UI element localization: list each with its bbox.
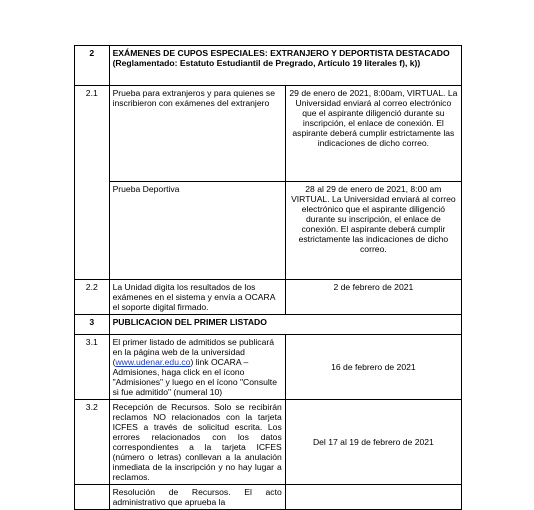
row-number: 3.1 bbox=[75, 335, 110, 400]
row-date: Del 17 al 19 de febrero de 2021 bbox=[285, 400, 461, 485]
section-row bbox=[75, 315, 462, 335]
row-number: 2.2 bbox=[75, 280, 110, 315]
row-date: 29 de enero de 2021, 8:00am, VIRTUAL. La Universidad enviará al correo electrónico que el aspirante diligenció durante su inscripción, el enlace de conexión. El aspirante deberá cumplir estrictamente las indicaciones de dicho correo. bbox=[285, 86, 461, 182]
row-date bbox=[285, 485, 461, 510]
row-date: 28 al 29 de enero de 2021, 8:00 am VIRTUAL. La Universidad enviará al correo electrónico que el aspirante diligenció durante su inscripción, el enlace de conexión. El aspirante deberá cumplir estrictamente las indicaciones de dicho correo. bbox=[285, 182, 461, 280]
row-description: Resolución de Recursos. El acto administrativo que aprueba la bbox=[109, 485, 285, 510]
schedule-table bbox=[74, 45, 462, 510]
row-description bbox=[109, 335, 285, 400]
row-description: Prueba para extranjeros y para quienes se inscribieron con exámenes del extranjero bbox=[109, 86, 285, 182]
section-row bbox=[75, 46, 462, 86]
row-number: 2.1 bbox=[75, 86, 110, 280]
row-description: Prueba Deportiva bbox=[109, 182, 285, 280]
row-description-text: El primer listado de admitidos se publicará en la página web de la universidad ( bbox=[112, 337, 275, 367]
website-link[interactable]: www.udenar.edu.co bbox=[115, 357, 191, 367]
table-row bbox=[75, 485, 462, 510]
row-date: 2 de febrero de 2021 bbox=[285, 280, 461, 315]
table-row bbox=[75, 280, 462, 315]
row-description-text: ) link OCARA – Admisiones, haga click en el ícono "Admisiones" y luego en el ícono "Consulte si fue admitido" (numeral 10) bbox=[112, 357, 277, 397]
table-row bbox=[75, 335, 462, 400]
section-title: EXÁMENES DE CUPOS ESPECIALES: EXTRANJERO Y DEPORTISTA DESTACADO (Reglamentado: Estatuto Estudiantil de Pregrado, Artículo 19 literales f), k)) bbox=[109, 46, 461, 86]
row-description: Recepción de Recursos. Solo se recibirán reclamos NO relacionados con la tarjeta ICFES a través de solicitud escrita. Los errores relacionados con los datos correspondientes a la tarjeta ICFES (número o letras) conllevan a la anulación inmediata de la inscripción y no hay lugar a reclamos. bbox=[109, 400, 285, 485]
row-number bbox=[75, 485, 110, 510]
row-date: 16 de febrero de 2021 bbox=[285, 335, 461, 400]
table-row bbox=[75, 182, 462, 280]
table-row bbox=[75, 400, 462, 485]
section-title: PUBLICACION DEL PRIMER LISTADO bbox=[109, 315, 461, 335]
row-description: La Unidad digita los resultados de los exámenes en el sistema y envía a OCARA el soporte digital firmado. bbox=[109, 280, 285, 315]
section-number: 2 bbox=[75, 46, 110, 86]
table-row bbox=[75, 86, 462, 182]
section-number: 3 bbox=[75, 315, 110, 335]
row-number: 3.2 bbox=[75, 400, 110, 485]
